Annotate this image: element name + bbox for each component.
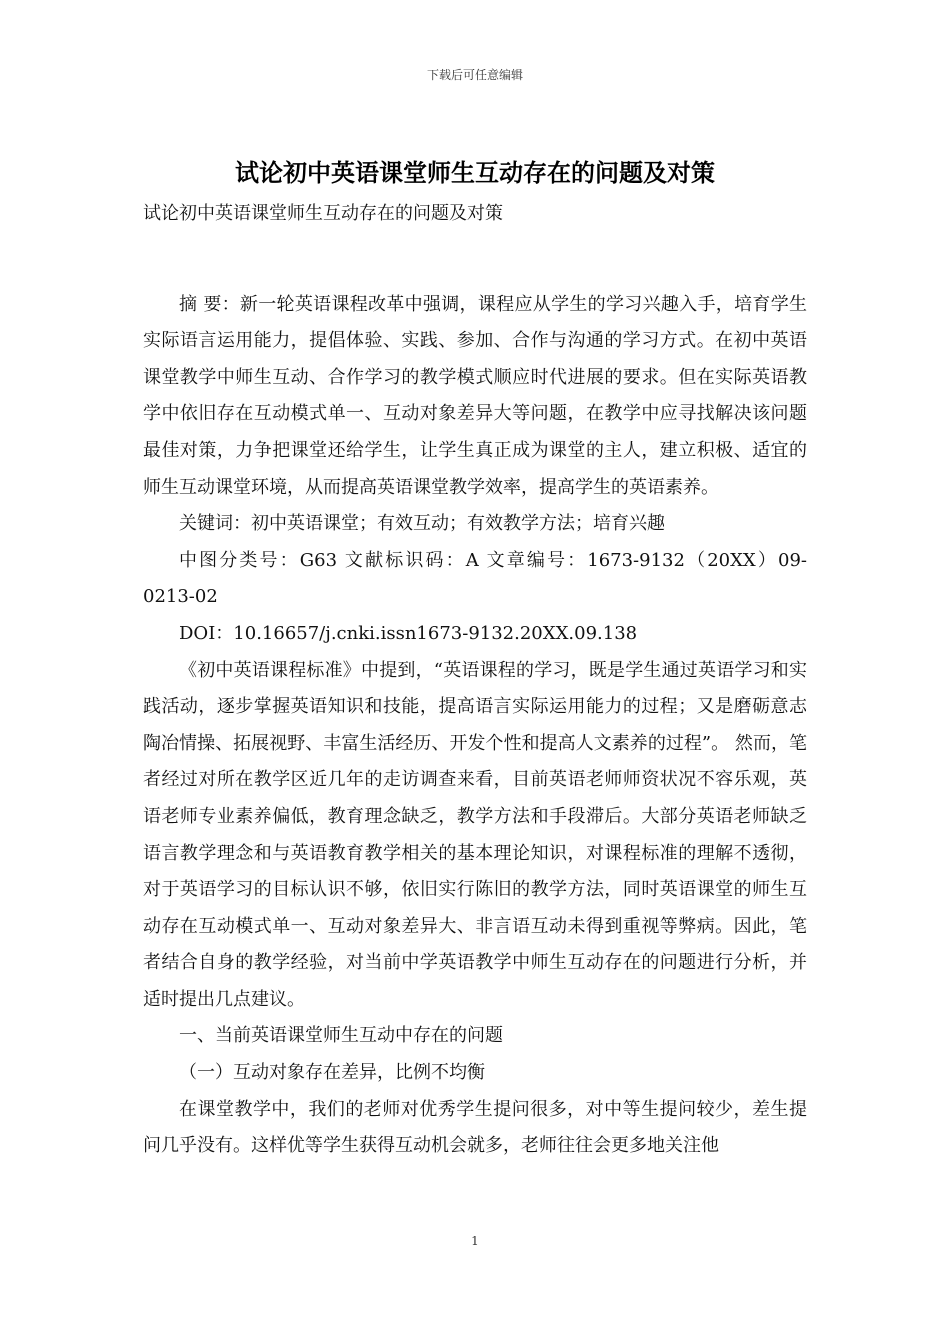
body-paragraph-2: 在课堂教学中，我们的老师对优秀学生提问很多，对中等生提问较少，差生提问几乎没有。这样优等学生获得互动机会就多，老师往往会更多地关注他	[143, 1098, 807, 1157]
document-title: 试论初中英语课堂师生互动存在的问题及对策	[235, 158, 715, 187]
page-header: 下载后可任意编辑	[426, 68, 523, 82]
abstract-paragraph: 摘 要：新一轮英语课程改革中强调，课程应从学生的学习兴趣入手，培育学生实际语言运用能力，提倡体验、实践、参加、合作与沟通的学习方式。在初中英语课堂教学中师生互动、合作学习的教学模式顺应时代进展的要求。但在实际英语教学中依旧存在互动模式单一、互动对象差异大等问题，在教学中应寻找解决该问题最佳对策，力争把课堂还给学生，让学生真正成为课堂的主人，建立积极、适宜的师生互动课堂环境，从而提高英语课堂教学效率，提高学生的英语素养。	[143, 293, 807, 498]
keywords-line: 关键词：初中英语课堂；有效互动；有效教学方法；培育兴趣	[179, 513, 665, 535]
section-heading-2: （一）互动对象存在差异，比例不均衡	[179, 1062, 485, 1084]
classification-line: 中图分类号：G63 文献标识码：A 文章编号：1673-9132（20XX）09-0213-02	[143, 549, 807, 608]
page-number: 1	[471, 1234, 479, 1248]
section-heading-1: 一、当前英语课堂师生互动中存在的问题	[179, 1025, 503, 1047]
doi-line: DOI：10.16657/j.cnki.issn1673-9132.20XX.09.138	[179, 622, 638, 644]
body-paragraph-1: 《初中英语课程标准》中提到，“英语课程的学习，既是学生通过英语学习和实践活动，逐步掌握英语知识和技能，提高语言实际运用能力的过程；又是磨砺意志陶冶情操、拓展视野、丰富生活经历、开发个性和提高人文素养的过程”。 然而，笔者经过对所在教学区近几年的走访调查来看，目前英语老师师资状况不容乐观，英语老师专业素养偏低，教育理念缺乏，教学方法和手段滞后。大部分英语老师缺乏语言教学理念和与英语教育教学相关的基本理论知识，对课程标准的理解不透彻，对于英语学习的目标认识不够，依旧实行陈旧的教学方法，同时英语课堂的师生互动存在互动模式单一、互动对象差异大、非言语互动未得到重视等弊病。因此，笔者结合自身的教学经验，对当前中学英语教学中师生互动存在的问题进行分析，并适时提出几点建议。	[143, 659, 807, 1010]
document-subtitle: 试论初中英语课堂师生互动存在的问题及对策	[143, 203, 503, 224]
document-body	[143, 196, 807, 1165]
